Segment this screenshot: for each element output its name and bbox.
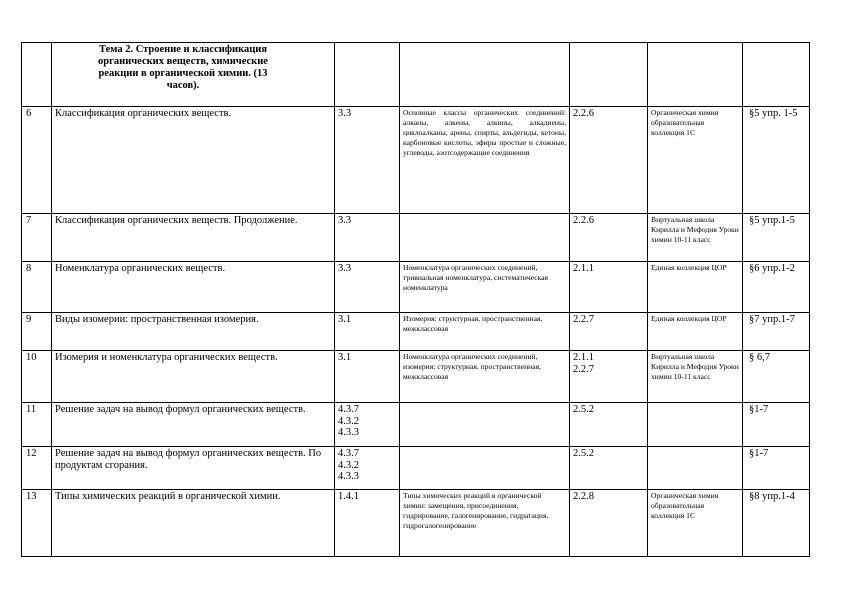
table-row <box>22 107 810 214</box>
theme-empty-cell <box>335 43 400 107</box>
lesson-homework: §7 упр.1-7 <box>743 313 810 351</box>
lesson-content: Номенклатура органических соединений, тривиальная номенклатура, систематическая номенклатура <box>400 262 570 313</box>
lesson-number: 9 <box>22 313 52 351</box>
element-code: 4.3.2 <box>338 459 359 471</box>
lesson-resources: Виртуальная школа Кирилла и Мефодия Уроки химии 10-11 класс <box>648 351 743 403</box>
lesson-content: Номенклатура органических соединений, изомерия: структурная, пространственная, межклассовая <box>400 351 570 403</box>
lesson-resources <box>648 447 743 490</box>
requirement-codes <box>570 107 648 214</box>
element-code: 3.3 <box>338 263 352 274</box>
element-codes <box>335 107 400 214</box>
requirement-code: 2.1.1 <box>573 263 594 274</box>
lesson-number: 6 <box>22 107 52 214</box>
lesson-topic: Номенклатура органических веществ. <box>52 262 335 313</box>
lesson-content <box>400 447 570 490</box>
element-code: 3.3 <box>338 215 352 226</box>
element-code: 4.3.2 <box>338 415 359 427</box>
lesson-number: 7 <box>22 214 52 262</box>
lesson-resources: Органическая химия образовательная коллекция 1С <box>648 490 743 557</box>
lesson-topic: Типы химических реакций в органической химии. <box>52 490 335 557</box>
table-row <box>22 262 810 313</box>
requirement-codes <box>570 214 648 262</box>
requirement-codes <box>570 403 648 447</box>
element-code: 4.3.3 <box>338 427 359 438</box>
element-code: 4.3.7 <box>338 448 359 459</box>
lesson-topic: Изомерия и номенклатура органических веществ. <box>52 351 335 403</box>
lesson-resources: Органическая химия образовательная коллекция 1С <box>648 107 743 214</box>
requirement-code: 2.2.6 <box>573 108 594 119</box>
theme-empty-cell <box>743 43 810 107</box>
element-code: 4.3.3 <box>338 471 359 482</box>
table-row <box>22 447 810 490</box>
element-code: 1.4.1 <box>338 491 359 502</box>
element-code: 3.3 <box>338 108 352 119</box>
element-codes <box>335 403 400 447</box>
lesson-resources: Единая коллекция ЦОР <box>648 262 743 313</box>
lesson-homework: §1-7 <box>743 403 810 447</box>
theme-empty-cell <box>570 43 648 107</box>
theme-num-cell <box>22 43 52 107</box>
table-row <box>22 313 810 351</box>
table-row <box>22 490 810 557</box>
lesson-resources <box>648 403 743 447</box>
requirement-code: 2.2.8 <box>573 491 594 502</box>
thematic-plan-table <box>21 42 810 557</box>
lesson-topic: Виды изомерии: пространственная изомерия. <box>52 313 335 351</box>
lesson-topic: Решение задач на вывод формул органических веществ. По продуктам сгорания. <box>52 447 335 490</box>
element-codes <box>335 490 400 557</box>
requirement-code: 2.5.2 <box>573 404 594 415</box>
element-codes <box>335 447 400 490</box>
lesson-resources: Виртуальная школа Кирилла и Мефодия Уроки химии 10-11 класс <box>648 214 743 262</box>
lesson-resources: Единая коллекция ЦОР <box>648 313 743 351</box>
requirement-codes <box>570 262 648 313</box>
theme-header-row <box>22 43 810 107</box>
element-code: 3.1 <box>338 314 352 325</box>
requirement-codes <box>570 490 648 557</box>
lesson-number: 10 <box>22 351 52 403</box>
lesson-number: 11 <box>22 403 52 447</box>
lesson-number: 13 <box>22 490 52 557</box>
lesson-content: Типы химических реакций в органической химии: замещения, присоединения, гидрирование, галогенирование, гидратация, гидрогалогенирование <box>400 490 570 557</box>
requirement-codes <box>570 447 648 490</box>
lesson-homework: §5 упр.1-5 <box>743 214 810 262</box>
element-codes <box>335 262 400 313</box>
table-row <box>22 351 810 403</box>
theme-empty-cell <box>400 43 570 107</box>
lesson-content: Основные классы органических соединений: алканы, алкены, алкины, алкадиены, циклоалканы, арены, спирты, альдегиды, кетоны, карбоновые кислоты, эфиры простые и сложные, углеводы, азотсодержащие соединения <box>400 107 570 214</box>
lesson-number: 8 <box>22 262 52 313</box>
lesson-content: Изомерия: структурная, пространственная, межклассовая <box>400 313 570 351</box>
requirement-code: 2.1.1 <box>573 352 594 363</box>
lesson-homework: §1-7 <box>743 447 810 490</box>
lesson-topic: Классификация органических веществ. Продолжение. <box>52 214 335 262</box>
theme-empty-cell <box>648 43 743 107</box>
requirement-codes <box>570 351 648 403</box>
requirement-code: 2.2.6 <box>573 215 594 226</box>
element-codes <box>335 313 400 351</box>
lesson-content <box>400 403 570 447</box>
element-code: 3.1 <box>338 352 352 363</box>
lesson-homework: §5 упр. 1-5 <box>743 107 810 214</box>
requirement-code: 2.5.2 <box>573 448 594 459</box>
table-row <box>22 403 810 447</box>
lesson-homework: § 6,7 <box>743 351 810 403</box>
lesson-number: 12 <box>22 447 52 490</box>
lesson-topic: Классификация органических веществ. <box>52 107 335 214</box>
lesson-homework: §6 упр.1-2 <box>743 262 810 313</box>
lesson-homework: §8 упр.1-4 <box>743 490 810 557</box>
element-codes <box>335 214 400 262</box>
element-code: 4.3.7 <box>338 404 359 415</box>
element-codes <box>335 351 400 403</box>
requirement-code: 2.2.7 <box>573 314 594 325</box>
requirement-code: 2.2.7 <box>573 363 594 375</box>
requirement-codes <box>570 313 648 351</box>
theme-title: Тема 2. Строение и классификация органических веществ, химические реакции в органической химии. (13 часов). <box>52 43 335 107</box>
lesson-topic: Решение задач на вывод формул органических веществ. <box>52 403 335 447</box>
lesson-content <box>400 214 570 262</box>
table-row <box>22 214 810 262</box>
